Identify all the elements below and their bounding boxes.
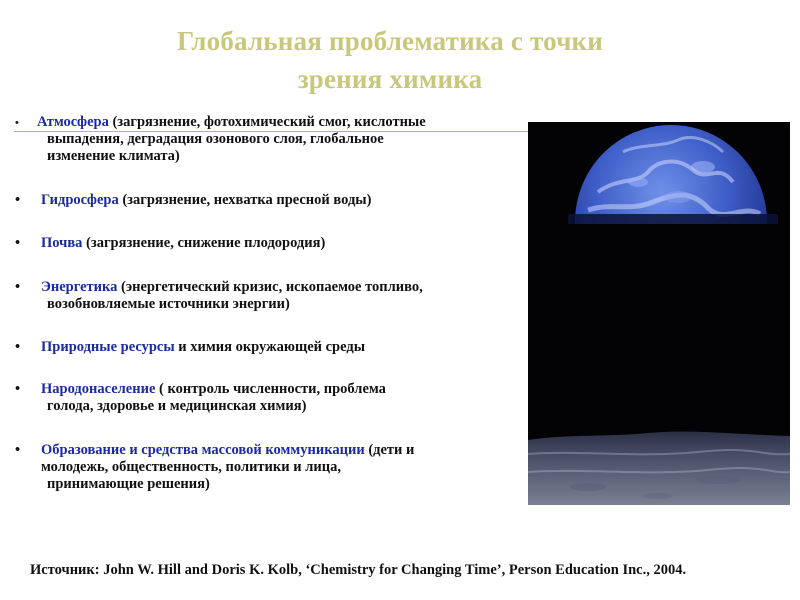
bullet-desc: молодежь, общественность, политики и лица, (41, 459, 341, 475)
bullet-term: Энергетика (41, 279, 118, 295)
bullet-glyph: • (15, 279, 21, 295)
bullet-desc: и химия окружающей среды (174, 339, 366, 355)
bullet-term: Природные ресурсы (41, 339, 175, 355)
bullet-desc: голода, здоровье и медицинская химия) (47, 398, 307, 414)
bullet-item-population (15, 381, 515, 415)
bullet-item-hydrosphere (15, 192, 515, 209)
bullet-desc: выпадения, деградация озонового слоя, глобальное (47, 131, 384, 147)
bullet-glyph: • (15, 381, 21, 397)
bullet-desc: (энергетический кризис, ископаемое топливо, (117, 279, 423, 295)
bullet-desc: принимающие решения) (47, 476, 210, 492)
bullet-glyph: • (15, 117, 19, 129)
bullet-desc: (дети и (364, 442, 415, 458)
bullet-item-soil (15, 235, 515, 252)
bullet-desc: (загрязнение, нехватка пресной воды) (118, 192, 372, 208)
bullet-glyph: • (15, 339, 21, 355)
slide-title-line-1: Глобальная проблематика с точки (176, 26, 604, 56)
earthrise-illustration (528, 122, 790, 505)
bullet-item-resources (15, 339, 515, 356)
source-citation: Источник: John W. Hill and Doris K. Kolb, ‘Chemistry for Changing Time’, Person Education Inc., 2004. (30, 562, 687, 578)
bullet-term: Образование и средства массовой коммуникации (41, 442, 365, 458)
bullet-desc: (загрязнение, фотохимический смог, кислотные (108, 114, 426, 130)
bullet-desc: ( контроль численности, проблема (155, 381, 386, 397)
slide-title-line-2: зрения химика (297, 64, 483, 94)
bullet-item-atmosphere (15, 114, 515, 165)
slide-title (120, 22, 660, 98)
bullet-glyph: • (15, 192, 21, 208)
bullet-desc: изменение климата) (47, 148, 180, 164)
bullet-term: Народонаселение (41, 381, 156, 397)
bullet-item-energy (15, 279, 515, 313)
bullet-desc: возобновляемые источники энергии) (47, 296, 290, 312)
bullet-glyph: • (15, 442, 21, 458)
bullet-term: Почва (41, 235, 83, 251)
bullet-desc: (загрязнение, снижение плодородия) (82, 235, 326, 251)
bullet-glyph: • (15, 235, 21, 251)
bullet-term: Атмосфера (37, 114, 109, 130)
bullet-term: Гидросфера (41, 192, 119, 208)
bullet-item-education (15, 442, 515, 493)
earthrise-photo (528, 122, 790, 505)
